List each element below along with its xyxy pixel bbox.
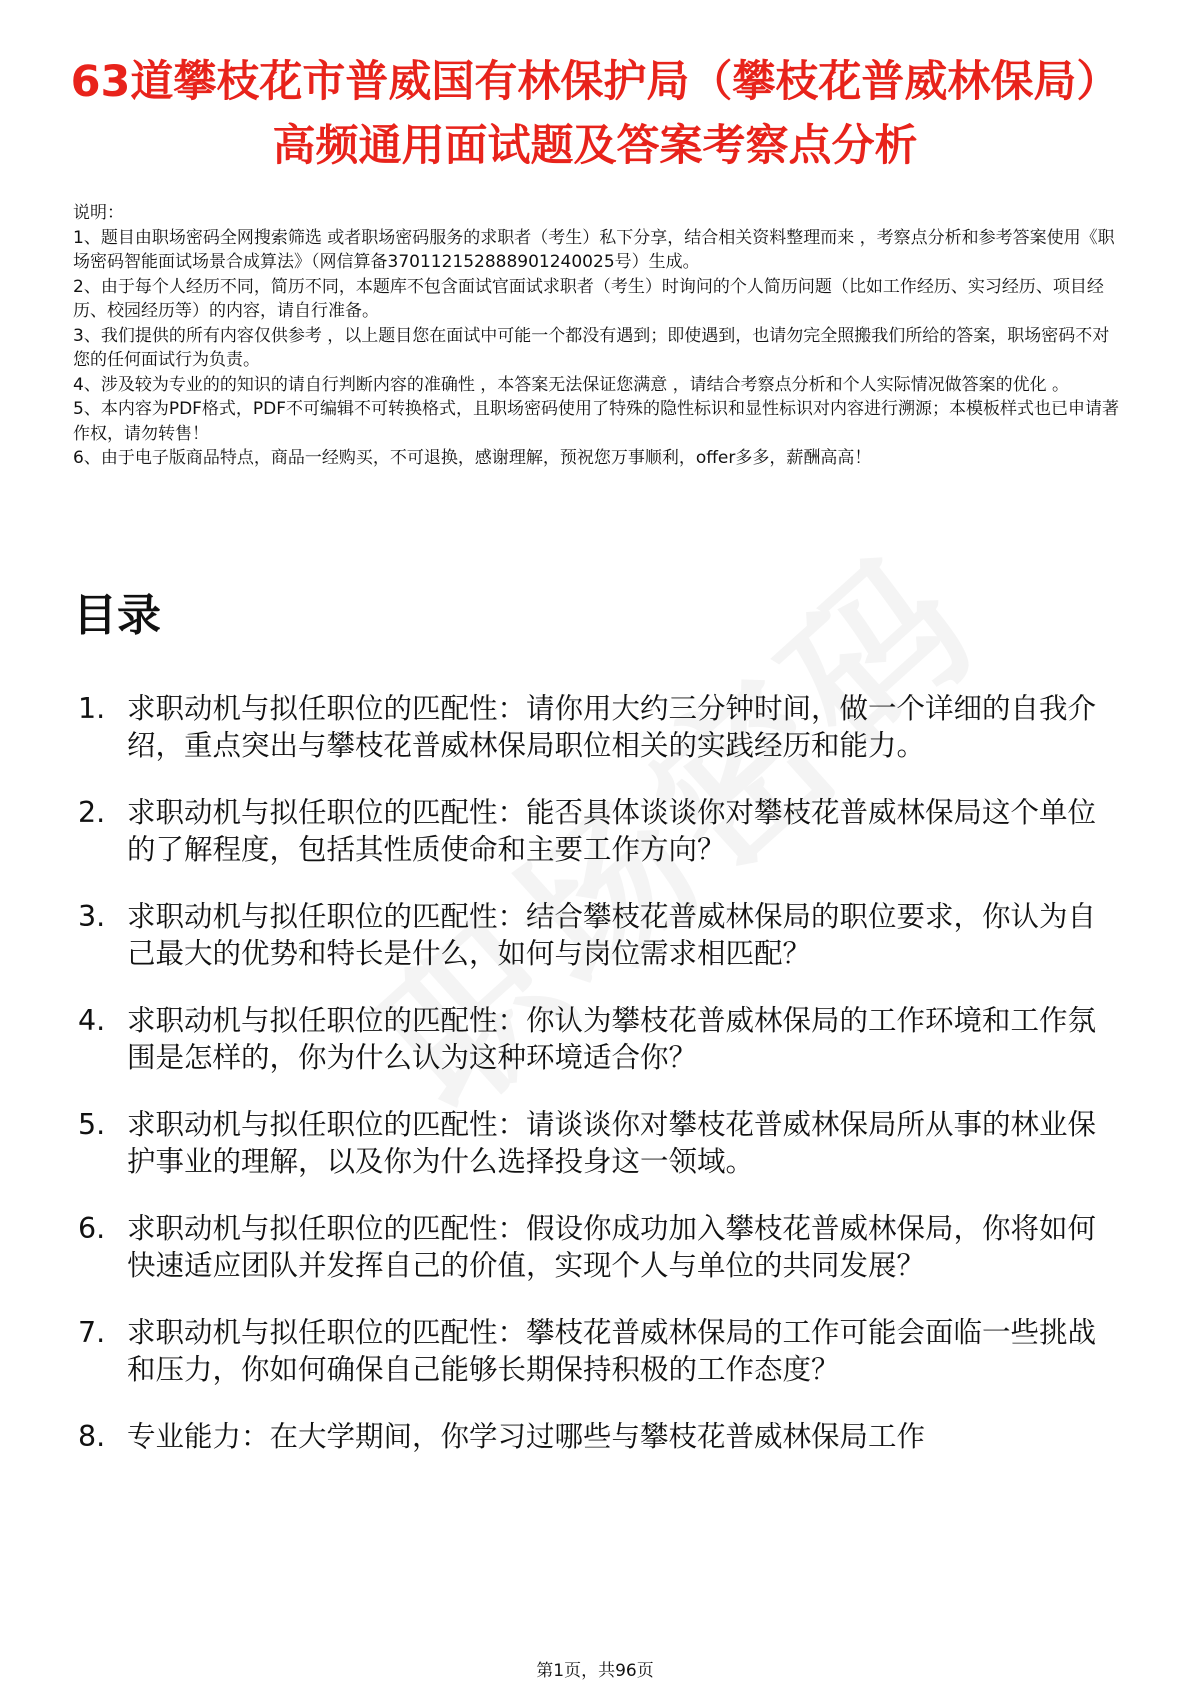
- notes-heading: 说明：: [73, 203, 124, 223]
- toc-item-number: 1.: [78, 692, 106, 725]
- toc-item-text: 求职动机与拟任职位的匹配性：你认为攀枝花普威林保局的工作环境和工作氛围是怎样的，你为什么认为这种环境适合你？: [127, 1004, 1097, 1074]
- note-item: 5、本内容为PDF格式，PDF不可编辑不可转换格式，且职场密码使用了特殊的隐性标识和显性标识对内容进行溯源；本模板样式也已申请著作权，请勿转售！: [73, 399, 1120, 444]
- toc-item[interactable]: [73, 1314, 1118, 1388]
- toc-item[interactable]: [73, 1418, 1118, 1455]
- note-item: 2、由于每个人经历不同，简历不同，本题库不包含面试官面试求职者（考生）时询问的个人简历问题（比如工作经历、实习经历、项目经历、校园经历等）的内容，请自行准备。: [73, 276, 1104, 321]
- toc-item[interactable]: [73, 1210, 1118, 1284]
- toc-item-text: 专业能力：在大学期间，你学习过哪些与攀枝花普威林保局工作: [127, 1420, 926, 1453]
- toc-item[interactable]: [73, 794, 1118, 868]
- toc-item-number: 6.: [78, 1212, 106, 1245]
- toc-item[interactable]: [73, 690, 1118, 764]
- toc-item[interactable]: [73, 898, 1118, 972]
- toc-item[interactable]: [73, 1106, 1118, 1180]
- toc-item-text: 求职动机与拟任职位的匹配性：假设你成功加入攀枝花普威林保局，你将如何快速适应团队并发挥自己的价值，实现个人与单位的共同发展？: [127, 1212, 1097, 1282]
- toc-item-number: 3.: [78, 900, 106, 933]
- toc-item-text: 求职动机与拟任职位的匹配性：结合攀枝花普威林保局的职位要求，你认为自己最大的优势和特长是什么，如何与岗位需求相匹配？: [127, 900, 1097, 970]
- note-item: 6、由于电子版商品特点，商品一经购买，不可退换，感谢理解，预祝您万事顺利，offer多多，薪酬高高！: [73, 448, 872, 468]
- notes-section: [73, 201, 1123, 471]
- toc-item-number: 4.: [78, 1004, 106, 1037]
- toc-item-text: 求职动机与拟任职位的匹配性：攀枝花普威林保局的工作可能会面临一些挑战和压力，你如何确保自己能够长期保持积极的工作态度？: [127, 1316, 1097, 1386]
- toc-item-text: 求职动机与拟任职位的匹配性：请谈谈你对攀枝花普威林保局所从事的林业保护事业的理解，以及你为什么选择投身这一领域。: [127, 1108, 1097, 1178]
- toc-item[interactable]: [73, 1002, 1118, 1076]
- toc-heading: 目录: [73, 590, 161, 641]
- note-item: 1、题目由职场密码全网搜索筛选 或者职场密码服务的求职者（考生）私下分享，结合相关资料整理而来 ，考察点分析和参考答案使用《职场密码智能面试场景合成算法》（网信算备370112152888901240025号）生成。: [73, 227, 1115, 272]
- note-item: 4、涉及较为专业的的知识的请自行判断内容的准确性 ，本答案无法保证您满意 ，请结合考察点分析和个人实际情况做答案的优化 。: [73, 374, 1070, 395]
- toc-item-number: 8.: [78, 1420, 106, 1453]
- toc-item-number: 5.: [78, 1108, 106, 1141]
- document-title: 63道攀枝花市普威国有林保护局（攀枝花普威林保局）高频通用面试题及答案考察点分析: [70, 57, 1120, 171]
- toc-item-number: 7.: [78, 1316, 106, 1349]
- note-item: 3、我们提供的所有内容仅供参考 ，以上题目您在面试中可能一个都没有遇到；即使遇到，也请勿完全照搬我们所给的答案，职场密码不对您的任何面试行为负责。: [73, 325, 1110, 370]
- toc-item-text: 求职动机与拟任职位的匹配性：请你用大约三分钟时间，做一个详细的自我介绍，重点突出与攀枝花普威林保局职位相关的实践经历和能力。: [127, 692, 1097, 762]
- page-footer: 第1页，共96页: [536, 1661, 654, 1681]
- toc-item-text: 求职动机与拟任职位的匹配性：能否具体谈谈你对攀枝花普威林保局这个单位的了解程度，包括其性质使命和主要工作方向？: [127, 796, 1097, 866]
- toc-list: [73, 690, 1118, 1455]
- toc-item-number: 2.: [78, 796, 106, 829]
